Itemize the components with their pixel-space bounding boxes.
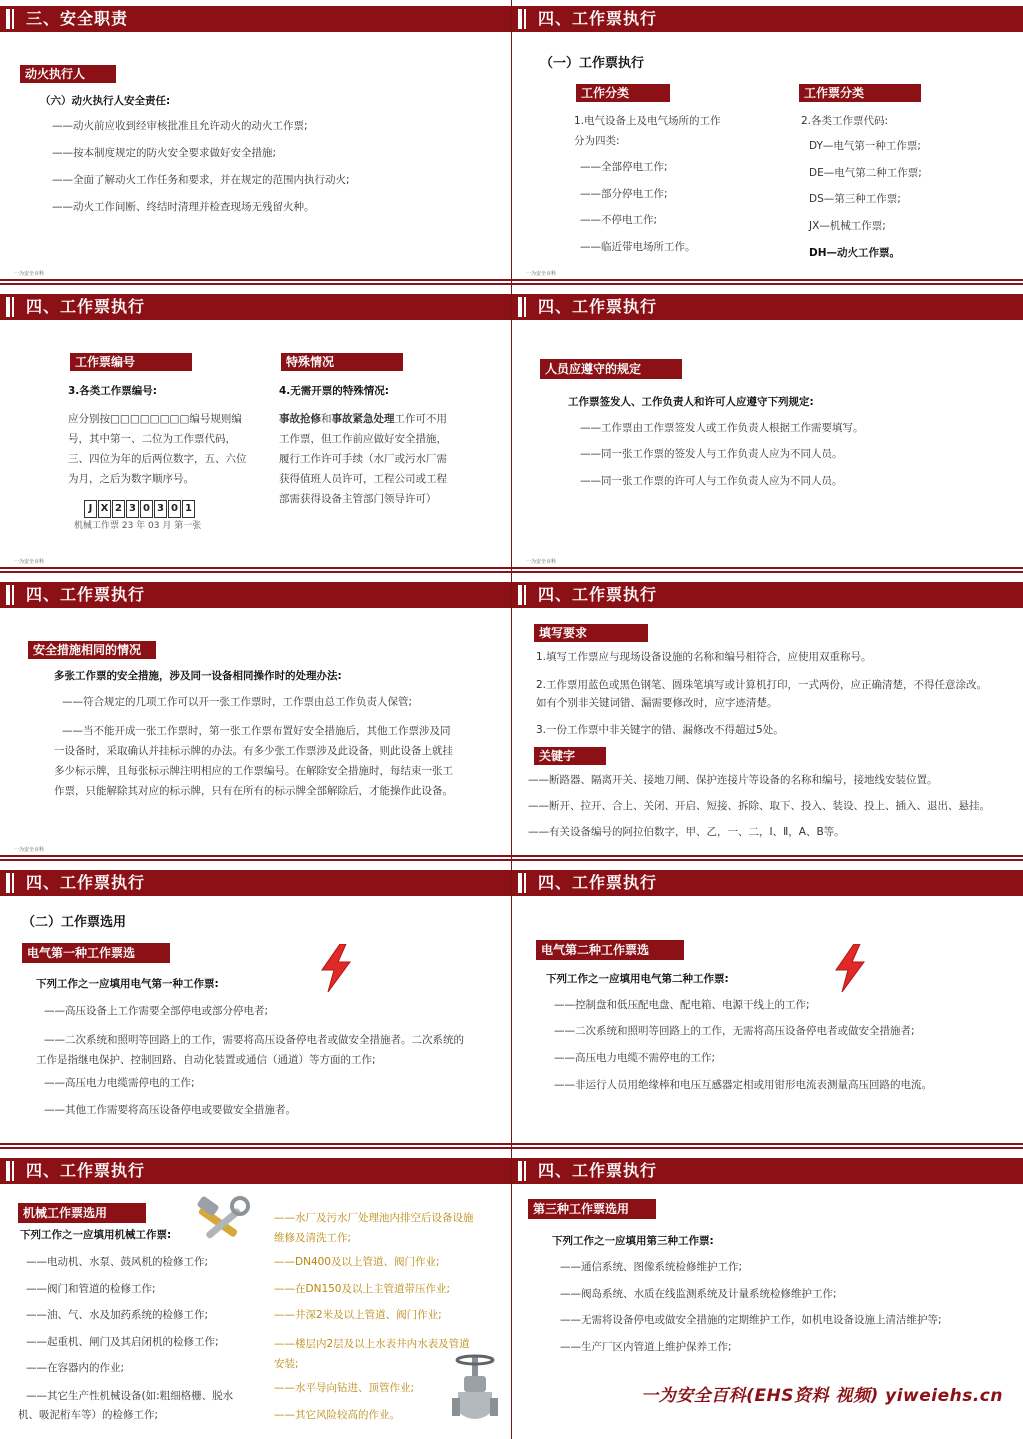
code-digit-box: J bbox=[84, 500, 97, 518]
slide-title: 四、工作票执行 bbox=[26, 585, 146, 604]
slide-1 bbox=[0, 0, 511, 287]
slide-2 bbox=[512, 0, 1023, 287]
list-item: DS—第三种工作票; bbox=[809, 193, 901, 205]
lightning-icon bbox=[832, 944, 868, 992]
list-item: DY—电气第一种工作票; bbox=[809, 140, 921, 152]
slide-header bbox=[512, 1158, 1023, 1184]
code-digit-box: 1 bbox=[182, 500, 195, 518]
requirement-item: 1.填写工作票应与现场设备设施的名称和编号相符合，应使用双重称号。 bbox=[536, 651, 872, 663]
code-digit-box: 0 bbox=[140, 500, 153, 518]
intro-text: 1.电气设备上及电气场所的工作 bbox=[574, 115, 721, 127]
sub-heading: （二）工作票选用 bbox=[22, 915, 127, 930]
gate-valve-icon bbox=[450, 1354, 500, 1428]
paragraph: ——当不能开成一张工作票时，第一张工作票布置好安全措施后，其他工作票涉及同一设备时，采取确认并挂标示牌的办法。有多少张工作票涉及此设备，则此设备上就挂多少标示牌，且每张标示牌注明相应的工作票编号。在解除安全措施时，每结束一张工作票，只能解除其对应的标示牌，只有在所有的标示牌全部解除后，才能操作此设备。 bbox=[54, 725, 453, 797]
section-tag: 电气第二种工作票选 bbox=[536, 940, 684, 960]
footer-logo: 一为安全百科 bbox=[526, 559, 557, 565]
list-item: ——油、气、水及加药系统的检修工作; bbox=[26, 1309, 209, 1321]
slide-header bbox=[0, 6, 511, 32]
list-item: ——水平导向钻进、顶管作业; bbox=[274, 1382, 415, 1394]
slide-6 bbox=[512, 576, 1023, 863]
section-tag: 工作票编号 bbox=[70, 353, 192, 371]
list-item: ——二次系统和照明等回路上的工作，需要将高压设备停电者或做安全措施者。二次系统的工作是指继电保护、控制回路、自动化装置或通信（通道）等方面的工作; bbox=[36, 1034, 464, 1066]
list-item: ——动火前应收到经审核批准且允许动火的动火工作票; bbox=[52, 120, 308, 132]
list-item: ——二次系统和照明等回路上的工作，无需将高压设备停电者或做安全措施者; bbox=[554, 1025, 915, 1037]
watermark: 一为安全百科(EHS资料 视频) yiweiehs.cn bbox=[641, 1386, 1003, 1406]
lightning-icon bbox=[318, 944, 354, 992]
list-item: ——生产厂区内管道上维护保养工作; bbox=[560, 1341, 732, 1353]
paragraph bbox=[279, 409, 451, 509]
list-item: ——阀门和管道的检修工作; bbox=[26, 1283, 156, 1295]
list-item: ——电动机、水泵、鼓风机的检修工作; bbox=[26, 1256, 209, 1268]
section-tag: 电气第一种工作票选 bbox=[22, 943, 170, 963]
section-tag: 机械工作票选用 bbox=[18, 1203, 146, 1223]
slide-title: 四、工作票执行 bbox=[26, 1161, 146, 1180]
footer-logo: 一为安全百科 bbox=[14, 559, 45, 565]
list-item: DE—电气第二种工作票; bbox=[809, 167, 922, 179]
list-item: ——无需将设备停电或做安全措施的定期维护工作，如机电设备设施上清洁维护等; bbox=[560, 1314, 942, 1326]
code-digit-box: 2 bbox=[112, 500, 125, 518]
list-item: ——工作票由工作票签发人或工作负责人根据工作需要填写。 bbox=[580, 422, 864, 434]
section-tag: 填写要求 bbox=[534, 624, 648, 642]
list-item: ——水厂及污水厂处理池内排空后设备设施维修及清洗工作; bbox=[274, 1212, 474, 1244]
keyword-item: ——断开、拉开、合上、关闭、开启、短接、拆除、取下、投入、装设、投上、插入、退出、悬挂。 bbox=[528, 800, 990, 812]
section-tag: 人员应遵守的规定 bbox=[540, 359, 682, 379]
footer-line bbox=[512, 1143, 1023, 1149]
intro-text: 2.各类工作票代码: bbox=[801, 115, 889, 127]
list-item: ——控制盘和低压配电盘、配电箱、电源干线上的工作; bbox=[554, 999, 810, 1011]
slide-7 bbox=[0, 864, 511, 1151]
list-item: ——高压设备上工作需要全部停电或部分停电者; bbox=[44, 1005, 269, 1017]
list-item: ——其他工作需要将高压设备停电或要做安全措施者。 bbox=[44, 1104, 296, 1116]
bold-term: 事故紧急处理 bbox=[331, 413, 395, 425]
footer-line bbox=[512, 567, 1023, 573]
list-item: ——其它生产性机械设备(如:粗细格栅、脱水机、吸泥桁车等）的检修工作; bbox=[18, 1390, 234, 1421]
requirement-item: 3.一份工作票中非关键字的错、漏修改不得超过5处。 bbox=[536, 724, 784, 736]
list-item: ——井深2米及以上管道、阀门作业; bbox=[274, 1309, 442, 1321]
slide-title: 三、安全职责 bbox=[26, 9, 129, 28]
slide-title: 四、工作票执行 bbox=[538, 585, 658, 604]
slide-title: 四、工作票执行 bbox=[26, 873, 146, 892]
section-tag: 特殊情况 bbox=[281, 353, 403, 371]
slide-title: 四、工作票执行 bbox=[26, 297, 146, 316]
code-digit-box: 0 bbox=[168, 500, 181, 518]
heading: 4.无需开票的特殊情况: bbox=[279, 385, 389, 397]
list-item: ——高压电力电缆需停电的工作; bbox=[44, 1077, 195, 1089]
list-item: ——部分停电工作; bbox=[580, 188, 668, 200]
slide-header bbox=[0, 1158, 511, 1184]
intro-text: 分为四类: bbox=[574, 135, 620, 147]
ticket-number-example bbox=[84, 496, 196, 514]
list-item: DH—动火工作票。 bbox=[809, 247, 901, 259]
footer-line bbox=[0, 279, 511, 285]
sub-heading: （一）工作票执行 bbox=[540, 56, 645, 71]
list-item: ——在DN150及以上主管道带压作业; bbox=[274, 1283, 451, 1295]
footer-line bbox=[512, 279, 1023, 285]
paragraph-body: 工作可不用工作票，但工作前应做好安全措施，履行工作许可手续（水厂或污水厂需获得值班人员许可，工程公司或工程部需获得设备主管部门领导许可） bbox=[279, 413, 447, 505]
footer-line bbox=[0, 567, 511, 573]
tools-icon bbox=[190, 1196, 252, 1250]
keyword-item: ——断路器、隔离开关、接地刀闸、保护连接片等设备的名称和编号，接地线安装位置。 bbox=[528, 774, 938, 786]
slide-header bbox=[512, 6, 1023, 32]
list-item: ——高压电力电缆不需停电的工作; bbox=[554, 1052, 716, 1064]
footer-logo: 一为安全百科 bbox=[14, 847, 45, 853]
section-tag: 关键字 bbox=[534, 747, 606, 765]
slide-9 bbox=[0, 1152, 511, 1439]
list-item: ——全面了解动火工作任务和要求，并在规定的范围内执行动火; bbox=[52, 174, 350, 186]
slide-header bbox=[0, 870, 511, 896]
footer-line bbox=[512, 855, 1023, 861]
code-digit-box: 3 bbox=[154, 500, 167, 518]
list-item: JX—机械工作票; bbox=[809, 220, 886, 232]
slide-5 bbox=[0, 576, 511, 863]
code-digit-box: X bbox=[98, 500, 111, 518]
list-item: ——同一张工作票的签发人与工作负责人应为不同人员。 bbox=[580, 448, 843, 460]
heading: 下列工作之一应填用机械工作票: bbox=[20, 1229, 172, 1241]
heading: 下列工作之一应填用电气第一种工作票: bbox=[36, 978, 219, 990]
code-digit-box: 3 bbox=[126, 500, 139, 518]
heading: 工作票签发人、工作负责人和许可人应遵守下列规定: bbox=[568, 396, 814, 408]
paragraph: ——符合规定的几项工作可以开一张工作票时，工作票由总工作负责人保管; bbox=[62, 696, 413, 708]
list-item: ——全部停电工作; bbox=[580, 161, 668, 173]
footer-line bbox=[0, 855, 511, 861]
slide-header bbox=[0, 582, 511, 608]
list-item: ——在容器内的作业; bbox=[26, 1362, 125, 1374]
heading: 下列工作之一应填用电气第二种工作票: bbox=[546, 973, 729, 985]
list-item: ——动火工作间断、终结时清理并检查现场无残留火种。 bbox=[52, 201, 315, 213]
footer-logo: 一为安全百科 bbox=[526, 271, 557, 277]
paragraph: 应分别按□□□□□□□□编号规则编号，其中第一、二位为工作票代码，三、四位为年的后两位数字，五、六位为月，之后为数字顺序号。 bbox=[68, 413, 247, 485]
list-item: ——其它风险较高的作业。 bbox=[274, 1409, 400, 1421]
list-item: ——阀岛系统、水质在线监测系统及计量系统检修维护工作; bbox=[560, 1288, 837, 1300]
heading: 下列工作之一应填用第三种工作票: bbox=[552, 1235, 714, 1247]
slide-title: 四、工作票执行 bbox=[538, 1161, 658, 1180]
footer-line bbox=[0, 1143, 511, 1149]
list-item: ——通信系统、图像系统检修维护工作; bbox=[560, 1261, 743, 1273]
list-item: ——不停电工作; bbox=[580, 214, 658, 226]
connector-text: 和 bbox=[321, 413, 332, 425]
requirement-item: 2.工作票用蓝色或黑色钢笔、圆珠笔填写或计算机打印，一式两份，应正确清楚，不得任意涂改。如有个别非关键词错、漏需要修改时，应字迹清楚。 bbox=[536, 679, 988, 709]
section-tag: 安全措施相同的情况 bbox=[28, 641, 156, 659]
section-tag: 工作票分类 bbox=[799, 84, 921, 102]
slide-header bbox=[512, 582, 1023, 608]
slide-header bbox=[512, 294, 1023, 320]
slide-title: 四、工作票执行 bbox=[538, 297, 658, 316]
slide-4 bbox=[512, 288, 1023, 575]
list-item: ——同一张工作票的许可人与工作负责人应为不同人员。 bbox=[580, 475, 843, 487]
heading: 多张工作票的安全措施，涉及同一设备相同操作时的处理办法: bbox=[54, 670, 342, 682]
heading: （六）动火执行人安全责任: bbox=[40, 95, 171, 107]
slide-header bbox=[0, 294, 511, 320]
list-item: ——DN400及以上管道、阀门作业; bbox=[274, 1256, 440, 1268]
slide-8 bbox=[512, 864, 1023, 1151]
list-item: ——楼层内2层及以上水表井内水表及管道安装; bbox=[274, 1338, 470, 1370]
section-tag: 工作分类 bbox=[576, 84, 670, 102]
slide-header bbox=[512, 870, 1023, 896]
list-item: ——起重机、闸门及其启闭机的检修工作; bbox=[26, 1336, 219, 1348]
section-tag: 动火执行人 bbox=[20, 65, 116, 83]
keyword-item: ——有关设备编号的阿拉伯数字，甲、乙，一、二，Ⅰ、Ⅱ，A、B等。 bbox=[528, 826, 845, 838]
slide-title: 四、工作票执行 bbox=[538, 9, 658, 28]
list-item: ——临近带电场所工作。 bbox=[580, 241, 696, 253]
slide-title: 四、工作票执行 bbox=[538, 873, 658, 892]
list-item: ——非运行人员用绝缘棒和电压互感器定相或用钳形电流表测量高压回路的电流。 bbox=[554, 1079, 932, 1091]
list-item: ——按本制度规定的防火安全要求做好安全措施; bbox=[52, 147, 277, 159]
section-tag: 第三种工作票选用 bbox=[528, 1199, 656, 1219]
footer-logo: 一为安全百科 bbox=[14, 271, 45, 277]
heading: 3.各类工作票编号: bbox=[68, 385, 157, 397]
bold-term: 事故抢修 bbox=[279, 413, 321, 425]
code-caption: 机械工作票 23 年 03 月 第一张 bbox=[74, 521, 202, 531]
